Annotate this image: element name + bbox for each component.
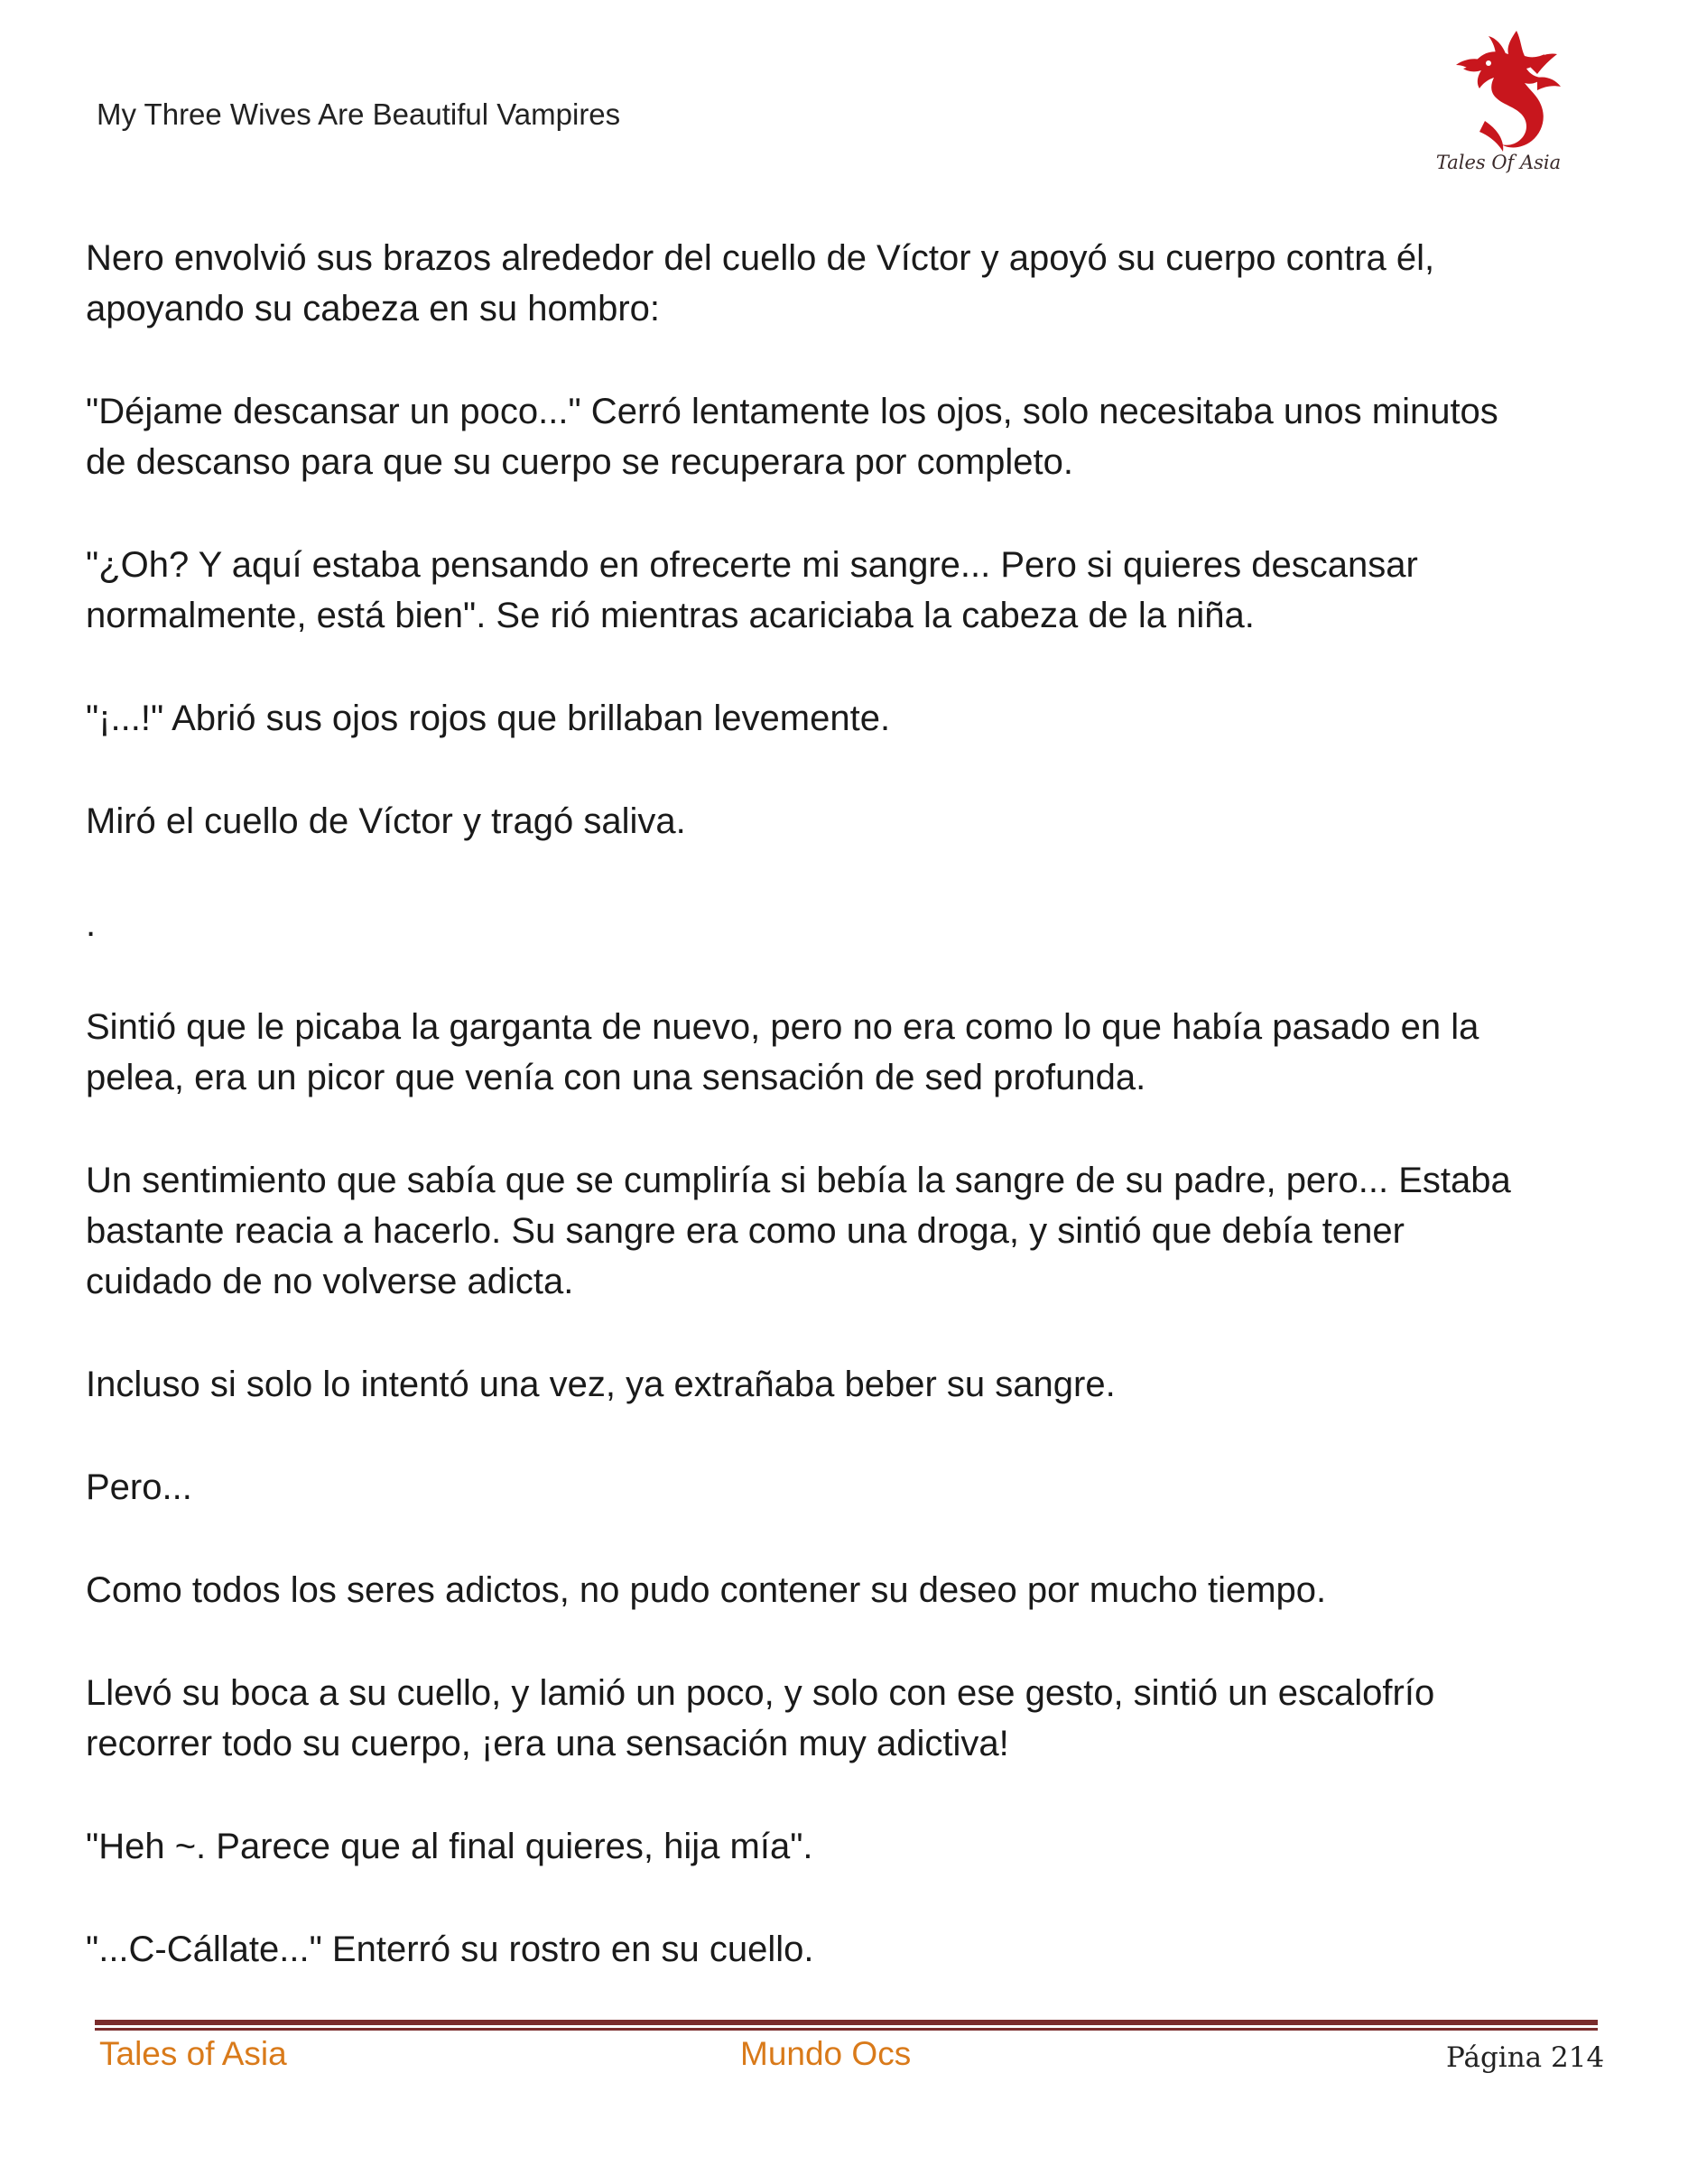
paragraph-gap	[86, 744, 1620, 796]
logo-text: Tales Of Asia	[1435, 152, 1562, 173]
header-book-title: My Three Wives Are Beautiful Vampires	[97, 97, 621, 131]
paragraph-gap	[86, 1872, 1620, 1924]
paragraph	[86, 1668, 1620, 1769]
paragraph	[86, 386, 1620, 487]
paragraph-line: Pero...	[86, 1467, 192, 1507]
paragraph-gap	[86, 487, 1620, 540]
footer-section-name: Mundo Ocs	[740, 2035, 912, 2072]
page-number: Página 214	[1446, 2041, 1605, 2074]
paragraph-line: de descanso para que su cuerpo se recuperara por completo.	[86, 442, 1074, 482]
tales-of-asia-logo	[1431, 20, 1566, 182]
footer-site-name: Tales of Asia	[99, 2035, 287, 2072]
paragraph-gap	[86, 641, 1620, 693]
paragraph	[86, 540, 1620, 641]
paragraph	[86, 899, 1620, 949]
paragraph-line: Sintió que le picaba la garganta de nuevo, pero no era como lo que había pasado en la	[86, 1007, 1479, 1047]
paragraph-gap	[86, 1410, 1620, 1462]
paragraph	[86, 1462, 1620, 1513]
paragraph-line: Incluso si solo lo intentó una vez, ya extrañaba beber su sangre.	[86, 1365, 1116, 1404]
red-dragon-icon	[1431, 20, 1566, 155]
paragraph	[86, 1821, 1620, 1872]
paragraph-line: "Heh ~. Parece que al final quieres, hija mía".	[86, 1827, 813, 1866]
paragraph	[86, 1565, 1620, 1615]
paragraph-line: "¡...!" Abrió sus ojos rojos que brillaban levemente.	[86, 699, 891, 738]
paragraph-line: "...C-Cállate..." Enterró su rostro en su cuello.	[86, 1930, 814, 1969]
paragraph-gap	[86, 1769, 1620, 1821]
paragraph-line: Un sentimiento que sabía que se cumpliría si bebía la sangre de su padre, pero... Estaba	[86, 1161, 1511, 1200]
document-body	[86, 233, 1620, 1975]
paragraph-line: pelea, era un picor que venía con una sensación de sed profunda.	[86, 1058, 1146, 1097]
paragraph-line: Miró el cuello de Víctor y tragó saliva.	[86, 801, 686, 841]
paragraph-line: .	[86, 904, 97, 944]
paragraph-gap	[86, 949, 1620, 1002]
paragraph-gap	[86, 1615, 1620, 1668]
paragraph-line: bastante reacia a hacerlo. Su sangre era como una droga, y sintió que debía tener	[86, 1211, 1405, 1251]
paragraph	[86, 796, 1620, 847]
paragraph-gap	[86, 334, 1620, 386]
paragraph-line: Como todos los seres adictos, no pudo contener su deseo por mucho tiempo.	[86, 1570, 1327, 1610]
paragraph-line: cuidado de no volverse adicta.	[86, 1262, 574, 1301]
paragraph	[86, 1924, 1620, 1975]
paragraph-line: normalmente, está bien". Se rió mientras acariciaba la cabeza de la niña.	[86, 596, 1255, 635]
paragraph-line: "¿Oh? Y aquí estaba pensando en ofrecerte mi sangre... Pero si quieres descansar	[86, 545, 1418, 585]
paragraph	[86, 1002, 1620, 1103]
paragraph-line: Nero envolvió sus brazos alrededor del cuello de Víctor y apoyó su cuerpo contra él,	[86, 238, 1435, 278]
paragraph	[86, 233, 1620, 334]
paragraph-gap	[86, 847, 1620, 899]
paragraph-line: "Déjame descansar un poco..." Cerró lentamente los ojos, solo necesitaba unos minutos	[86, 392, 1498, 431]
paragraph-line: apoyando su cabeza en su hombro:	[86, 289, 660, 329]
footer-rule	[95, 2020, 1598, 2031]
paragraph-gap	[86, 1513, 1620, 1565]
footer-rule-thick	[95, 2020, 1598, 2025]
paragraph-line: Llevó su boca a su cuello, y lamió un poco, y solo con ese gesto, sintió un escalofrío	[86, 1673, 1435, 1713]
footer-rule-thin	[95, 2028, 1598, 2031]
paragraph	[86, 1155, 1620, 1307]
paragraph-line: recorrer todo su cuerpo, ¡era una sensación muy adictiva!	[86, 1724, 1009, 1763]
paragraph-gap	[86, 1307, 1620, 1359]
paragraph	[86, 693, 1620, 744]
paragraph-gap	[86, 1103, 1620, 1155]
paragraph	[86, 1359, 1620, 1410]
